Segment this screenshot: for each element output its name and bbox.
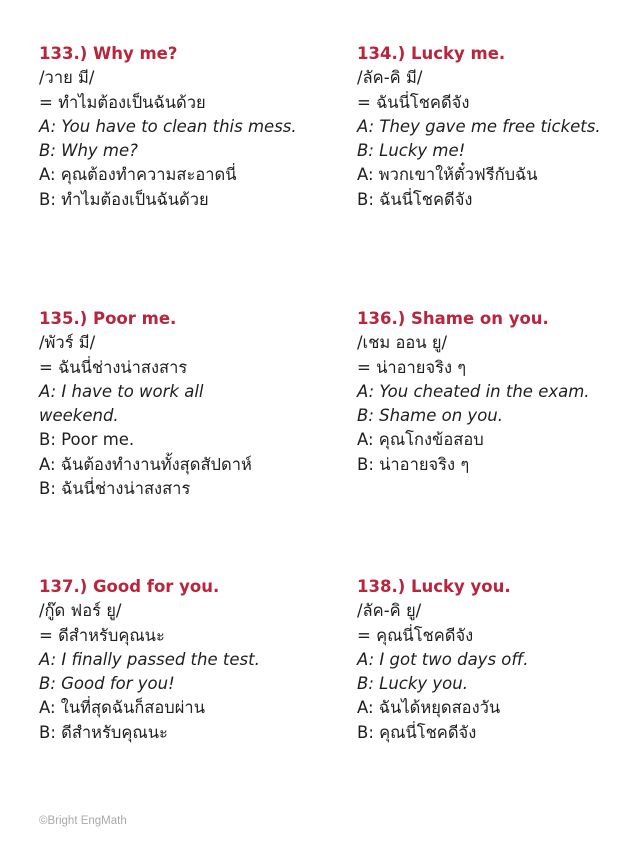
phrase-card-135 bbox=[39, 307, 329, 501]
phrase-title: 135.) Poor me. bbox=[39, 309, 177, 328]
dialogue-line: A: คุณโกงข้อสอบ bbox=[357, 430, 484, 450]
phrase-title: 136.) Shame on you. bbox=[357, 309, 549, 328]
dialogue-line: B: Lucky you. bbox=[357, 674, 468, 694]
dialogue-line: A: I got two days off. bbox=[357, 649, 529, 669]
dialogue-line: B: Lucky me! bbox=[357, 141, 466, 161]
meaning: = น่าอายจริง ๆ bbox=[357, 357, 467, 377]
dialogue-line: B: ดีสำหรับคุณนะ bbox=[39, 722, 168, 742]
copyright-footer: ©Bright EngMath bbox=[39, 815, 127, 827]
phrase-card-133 bbox=[39, 42, 329, 212]
dialogue-line: A: ฉันต้องทำงานทั้งสุดสัปดาห์ bbox=[39, 454, 252, 474]
phrase-title: 138.) Lucky you. bbox=[357, 577, 511, 596]
pronunciation: /กู๊ด ฟอร์ ยู/ bbox=[39, 601, 122, 621]
dialogue bbox=[39, 115, 329, 212]
dialogue-line: B: Why me? bbox=[39, 141, 138, 161]
pronunciation: /วาย มี/ bbox=[39, 68, 95, 88]
dialogue-line: weekend. bbox=[39, 406, 119, 426]
dialogue-line: B: ฉันนี่โชคดีจัง bbox=[357, 189, 473, 209]
dialogue bbox=[357, 648, 640, 745]
dialogue-line: B: Good for you! bbox=[39, 674, 175, 694]
dialogue-line: B: Shame on you. bbox=[357, 406, 503, 426]
phrase-title: 134.) Lucky me. bbox=[357, 44, 506, 63]
dialogue-line: A: ฉันได้หยุดสองวัน bbox=[357, 698, 501, 718]
dialogue-line: B: ทำไมต้องเป็นฉันด้วย bbox=[39, 189, 209, 209]
meaning: = คุณนี่โชคดีจัง bbox=[357, 625, 474, 645]
dialogue-line: A: They gave me free tickets. bbox=[357, 116, 601, 136]
phrase-card-136 bbox=[357, 307, 640, 477]
meaning: = ดีสำหรับคุณนะ bbox=[39, 625, 165, 645]
dialogue-line: A: ในที่สุดฉันก็สอบผ่าน bbox=[39, 698, 205, 718]
phrase-card-134 bbox=[357, 42, 640, 212]
dialogue bbox=[39, 380, 329, 501]
pronunciation: /ลัค-คิ ยู/ bbox=[357, 601, 422, 621]
phrase-card-138 bbox=[357, 575, 640, 745]
pronunciation: /เชม ออน ยู/ bbox=[357, 333, 448, 353]
dialogue bbox=[357, 380, 640, 477]
phrase-title: 137.) Good for you. bbox=[39, 577, 220, 596]
dialogue-line: B: คุณนี่โชคดีจัง bbox=[357, 722, 477, 742]
phrase-card-137 bbox=[39, 575, 329, 745]
meaning: = ฉันนี่โชคดีจัง bbox=[357, 92, 470, 112]
dialogue-line: A: I have to work all bbox=[39, 381, 204, 401]
meaning: = ฉันนี่ช่างน่าสงสาร bbox=[39, 357, 188, 377]
pronunciation: /พัวร์ มี/ bbox=[39, 333, 96, 353]
dialogue-line: A: You cheated in the exam. bbox=[357, 381, 590, 401]
dialogue-line: A: พวกเขาให้ตั๋วฟรีกับฉัน bbox=[357, 165, 538, 185]
dialogue-line: A: I finally passed the test. bbox=[39, 649, 260, 669]
pronunciation: /ลัค-คิ มี/ bbox=[357, 68, 423, 88]
dialogue-line: A: You have to clean this mess. bbox=[39, 116, 297, 136]
dialogue-line: B: น่าอายจริง ๆ bbox=[357, 454, 470, 474]
dialogue-line: B: ฉันนี่ช่างน่าสงสาร bbox=[39, 479, 191, 499]
dialogue bbox=[39, 648, 329, 745]
phrase-title: 133.) Why me? bbox=[39, 44, 178, 63]
meaning: = ทำไมต้องเป็นฉันด้วย bbox=[39, 92, 206, 112]
dialogue-line: B: Poor me. bbox=[39, 430, 135, 450]
dialogue bbox=[357, 115, 640, 212]
dialogue-line: A: คุณต้องทำความสะอาดนี่ bbox=[39, 165, 237, 185]
